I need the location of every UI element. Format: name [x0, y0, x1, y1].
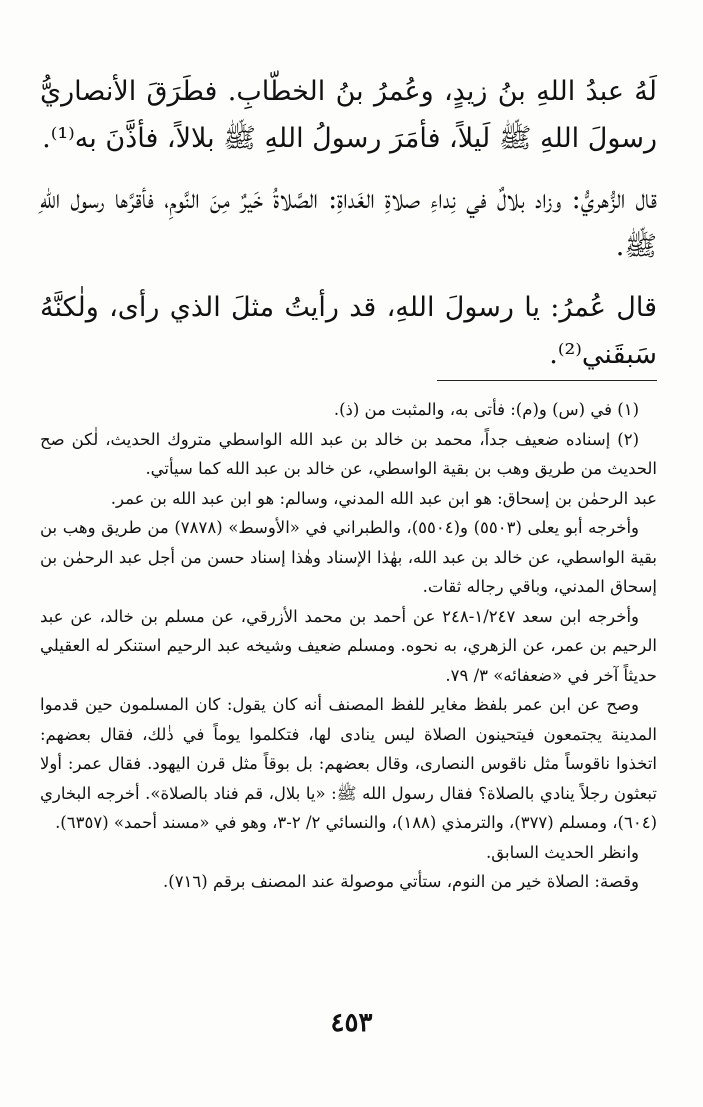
footnote-2: (٢) إسناده ضعيف جداً، محمد بن خالد بن عبد الله الواسطي متروك الحديث، لٰكن صح الحديث من طريق وهب بن بقية الواسطي، عن خالد بن عبد الله كما سيأتي.	[40, 429, 657, 478]
footnote-paragraph: وقصة: الصلاة خير من النوم، ستأتي موصولة عند المصنف برقم (٧١٦).	[163, 872, 639, 891]
footnote-separator	[437, 380, 657, 381]
footnote-paragraph: وانظر الحديث السابق.	[486, 842, 639, 862]
main-text	[40, 68, 657, 388]
main-paragraph-3: قال عُمرُ: يا رسولَ اللهِ، قد رأيتُ مثلَ الذي رأى، ولٰكنَّهُ سَبقَني⁽²⁾.	[40, 292, 657, 370]
main-paragraph-1: لَهُ عبدُ اللهِ بنُ زيدٍ، وعُمرُ بنُ الخطّابِ. فطَرَقَ الأنصاريُّ رسولَ اللهِ ﷺ لَيلاً، فأمَرَ رسولُ اللهِ ﷺ بلالاً، فأذَّنَ به⁽¹⁾.	[40, 76, 657, 154]
footnote-paragraph: عبد الرحمٰن بن إسحاق: هو ابن عبد الله المدني، وسالم: هو ابن عبد الله بن عمر.	[110, 488, 657, 508]
footnotes	[40, 395, 657, 897]
footnote-paragraph: وصح عن ابن عمر بلفظ مغاير للفظ المصنف أنه كان يقول: كان المسلمون حين قدموا المدينة يجتمعون فيتحينون الصلاة ليس ينادى لها، فتكلموا يوماً في ذٰلك، فقال بعضهم: اتخذوا ناقوساً مثل ناقوس النصارى، وقال بعضهم: بل بوقاً مثل قرن اليهود. فقال عمر: أولا تبعثون رجلاً ينادي بالصلاة؟ فقال رسول الله ﷺ: «يا بلال، قم فناد بالصلاة». أخرجه البخاري (٦٠٤)، ومسلم (٣٧٧)، والترمذي (١٨٨)، والنسائي ٢/ ٢-٣، وهو في «مسند أحمد» (٦٣٥٧).	[40, 695, 657, 832]
footnote-1: (١) في (س) و(م): فأتى به، والمثبت من (ذ).	[333, 400, 639, 419]
page-number: ٤٥٣	[330, 1008, 373, 1038]
footnote-paragraph: وأخرجه أبو يعلى (٥٥٠٣) و(٥٥٠٤)، والطبراني في «الأوسط» (٧٨٧٨) من طريق وهب بن بقية الواسطي، عن خالد بن عبد الله، بهٰذا الإسناد وهٰذا إسناد حسن من أجل عبد الرحمٰن بن إسحاق المدني، وباقي رجاله ثقات.	[40, 518, 657, 596]
main-paragraph-2: قال الزُّهريُّ: وزاد بلالٌ في نِداءِ صلاةِ الغَداةِ: الصَّلاةُ خَيرٌ مِنَ النَّومِ، فأقرَّها رسول اللهِ ﷺ.	[40, 184, 657, 262]
footnote-paragraph: وأخرجه ابن سعد ١/٢٤٧-٢٤٨ عن أحمد بن محمد الأزرقي، عن مسلم بن خالد، عن عبد الرحيم بن عمر، عن الزهري، به نحوه. ومسلم ضعيف وشيخه عبد الرحيم استنكر له العقيلي حديثاً آخر في «ضعفائه» ٣/ ٧٩.	[40, 606, 657, 685]
